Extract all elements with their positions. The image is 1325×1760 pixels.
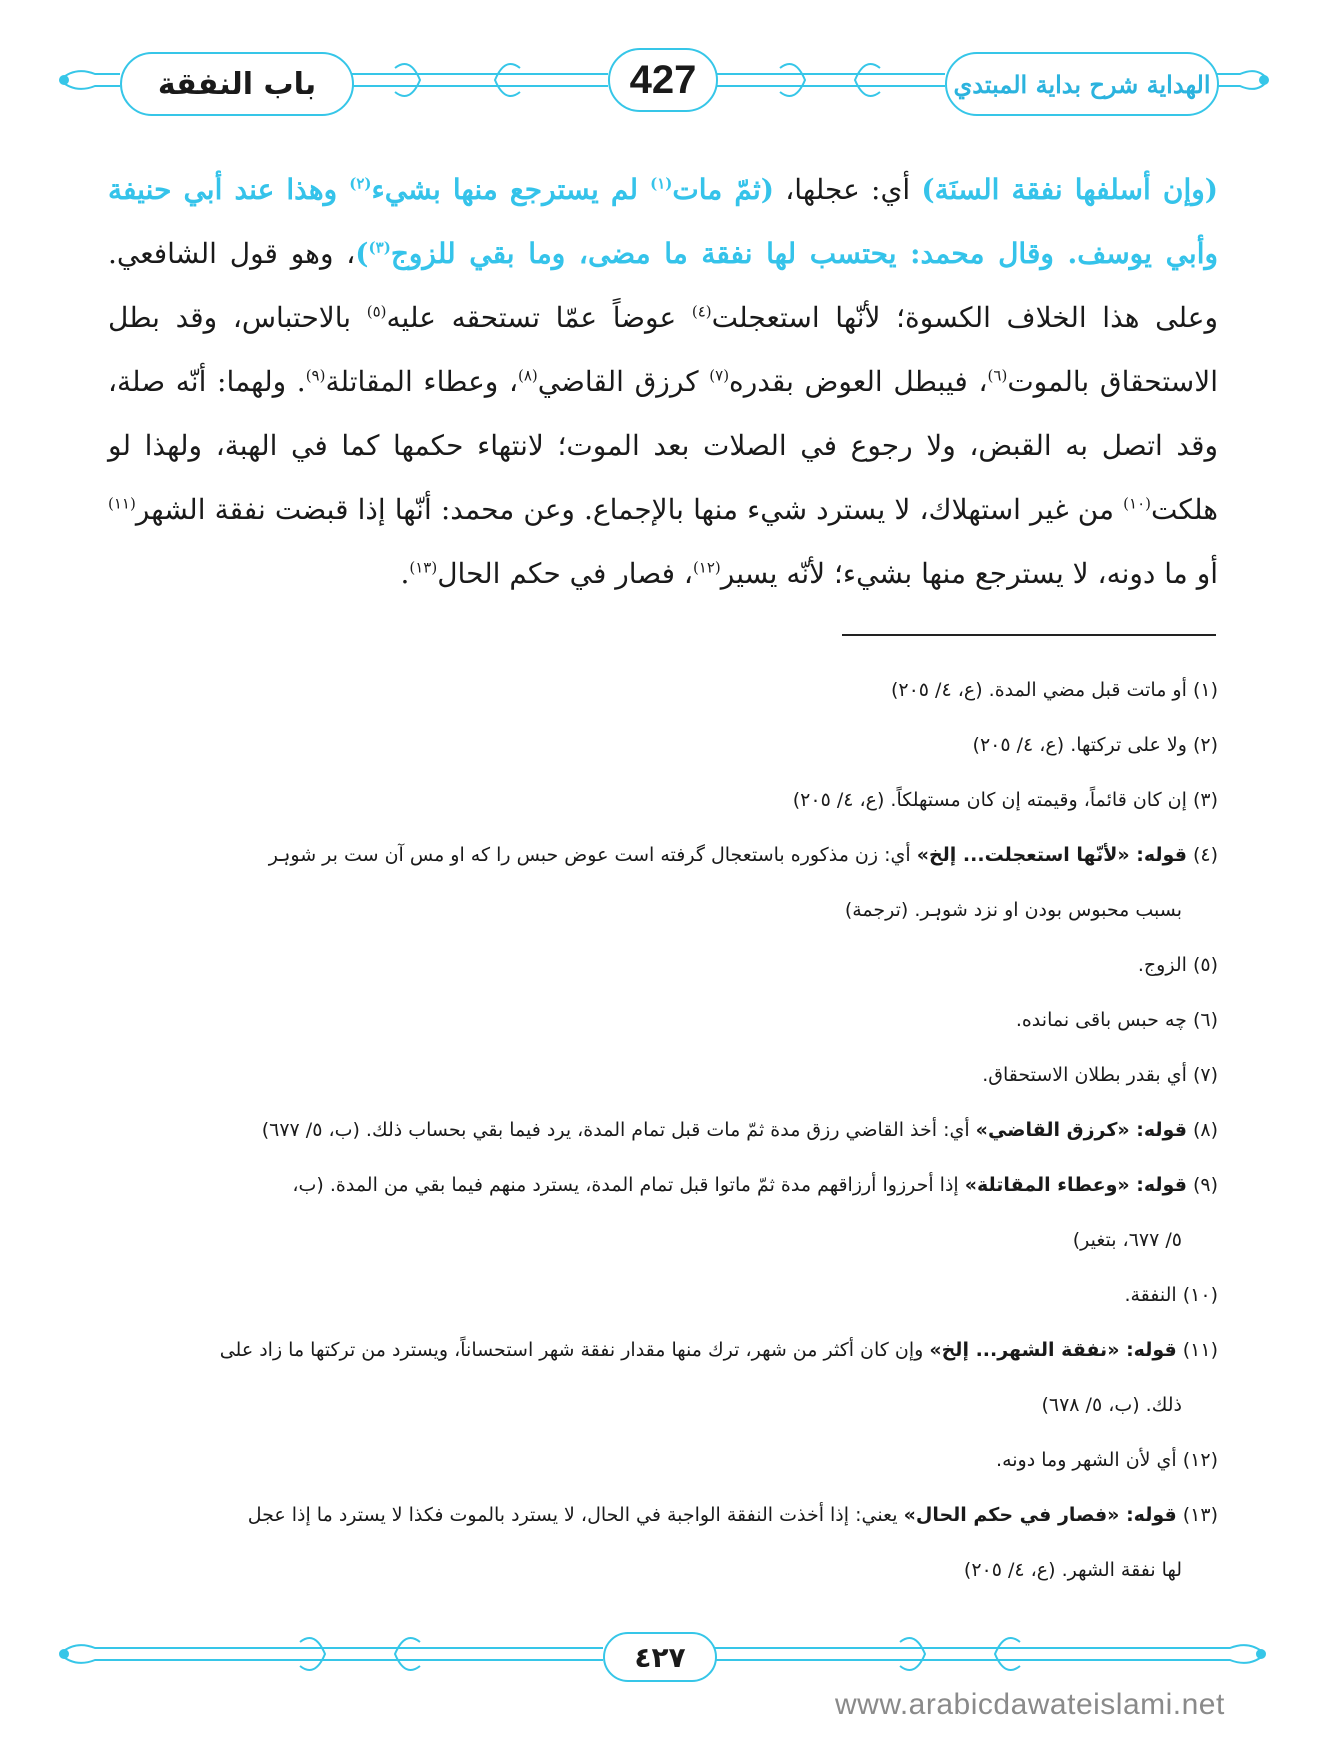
footnote	[88, 1323, 1218, 1378]
footnote-number: (١١)	[1182, 1339, 1218, 1361]
footnote-text: أي بقدر بطلان الاستحقاق.	[982, 1064, 1187, 1086]
footnote-number: (٦)	[1192, 1009, 1218, 1031]
footnote-ref: (٣)	[368, 238, 391, 257]
footnote-text: الزوج.	[1137, 954, 1187, 976]
footnote	[88, 1433, 1218, 1488]
footnote-ref: (٩)	[305, 366, 326, 385]
footnote-text: إن كان قائماً، وقيمته إن كان مستهلكاً. (ع، ٤/ ٢٠٥)	[792, 789, 1187, 811]
footnote-number: (٩)	[1192, 1174, 1218, 1196]
footnote-label: قوله: «كرزق القاضي»	[975, 1119, 1187, 1141]
footnote-ref: (٨)	[518, 366, 538, 385]
text-run: ، فيبطل العوض بقدره	[729, 365, 988, 398]
footnote-label: قوله: «وعطاء المقاتلة»	[964, 1174, 1187, 1196]
footnote-continuation: ٥/ ٦٧٧، بتغير)	[1072, 1229, 1182, 1251]
footnote	[88, 1048, 1218, 1103]
footnote-number: (١)	[1192, 679, 1218, 701]
footnote-ref: (٤)	[691, 302, 712, 321]
footnote-text: أي لأن الشهر وما دونه.	[996, 1449, 1177, 1471]
footnote-continuation: ذلك. (ب، ٥/ ٦٧٨)	[1041, 1394, 1182, 1416]
footnotes	[88, 663, 1218, 1598]
page-number: 427	[608, 48, 718, 112]
footnote-number: (١٢)	[1182, 1449, 1218, 1471]
book-title: الهداية شرح بداية المبتدي	[945, 52, 1219, 116]
footnote	[88, 718, 1218, 773]
footnote	[88, 1268, 1218, 1323]
footnote-text: إذا أحرزوا أرزاقهم مدة ثمّ ماتوا قبل تمام المدة، يسترد منهم فيما بقي من المدة. (ب،	[292, 1174, 959, 1196]
footnote-text: أي: أخذ القاضي رزق مدة ثمّ مات قبل تمام المدة، يرد فيما بقي بحساب ذلك. (ب، ٥/ ٦٧٧)	[261, 1119, 970, 1141]
text-run: عوضاً عمّا تستحقه عليه	[386, 301, 692, 334]
chapter-title: باب النفقة	[120, 52, 354, 116]
text-run: .	[400, 557, 410, 590]
text-run: (ثمّ مات	[672, 173, 775, 206]
footnote	[88, 1103, 1218, 1158]
footnote-continuation: بسبب محبوس بودن او نزد شوہر. (ترجمة)	[844, 899, 1182, 921]
text-run: وهذا عند أبي حنيفة وأبي يوسف. وقال محمد: يحتسب لها نفقة ما مضى، وما بقي للزوج	[108, 173, 1219, 270]
main-text	[108, 158, 1218, 606]
footnote-number: (٢)	[1192, 734, 1218, 756]
text-run: لم يسترجع منها بشيء	[371, 173, 651, 206]
footnote-ref: (١)	[650, 174, 673, 193]
footnote-text: وإن كان أكثر من شهر، ترك منها مقدار نفقة شهر استحساناً، ويسترد من تركتها ما زاد على	[219, 1339, 924, 1361]
footnote-ref: (١٣)	[409, 558, 438, 577]
footnote	[88, 663, 1218, 718]
text-run: بالاحتباس، وقد بطل الاستحقاق بالموت	[108, 301, 1218, 398]
footnote-ref: (٦)	[987, 366, 1008, 385]
text-run: ، وعطاء المقاتلة	[325, 365, 518, 398]
footnote-number: (١٣)	[1182, 1504, 1218, 1526]
footnote-ref: (١٢)	[692, 558, 721, 577]
text-run: )	[355, 237, 369, 270]
footnote-number: (٥)	[1192, 954, 1218, 976]
footnote	[88, 993, 1218, 1048]
main-paragraph	[108, 158, 1218, 606]
footnote-ref: (١٠)	[1123, 494, 1151, 513]
footnote-text: يعني: إذا أخذت النفقة الواجبة في الحال، لا يسترد بالموت فكذا لا يسترد ما إذا عجل	[247, 1504, 898, 1526]
text-run: من غير استهلاك، لا يسترد شيء منها بالإجماع. وعن محمد: أنّها إذا قبضت نفقة الشهر	[135, 493, 1124, 526]
footnote-continuation: لها نفقة الشهر. (ع، ٤/ ٢٠٥)	[963, 1559, 1182, 1581]
footnote-ref: (٧)	[709, 366, 730, 385]
footnote-number: (٧)	[1192, 1064, 1218, 1086]
text-run: ، فصار في حكم الحال	[437, 557, 693, 590]
footnote	[88, 938, 1218, 993]
text-run: كرزق القاضي	[537, 365, 710, 398]
footnote	[88, 773, 1218, 828]
footnote-divider	[842, 634, 1216, 636]
footnote-text: أو ماتت قبل مضي المدة. (ع، ٤/ ٢٠٥)	[890, 679, 1187, 701]
footnote-label: قوله: «لأنّها استعجلت... إلخ»	[916, 844, 1187, 866]
footnote-number: (٤)	[1192, 844, 1218, 866]
footnote-label: قوله: «نفقة الشهر... إلخ»	[929, 1339, 1177, 1361]
footnote-number: (١٠)	[1182, 1284, 1218, 1306]
website-url: www.arabicdawateislami.net	[835, 1688, 1225, 1721]
text-run: . ولهما: أنّه صلة، وقد اتصل به القبض، ولا رجوع في الصلات بعد الموت؛ لانتهاء حكمها كما في الهبة، ولهذا لو هلكت	[108, 365, 1218, 526]
footnote-text: أي: زن مذكوره باستعجال گرفته است عوض حبس را كه او مس آن ست بر شوہر	[268, 844, 911, 866]
footnote-text: چه حبس باقى نمانده.	[1015, 1009, 1187, 1031]
text-run: (وإن أسلفها نفقة السنَة)	[921, 173, 1218, 206]
footnote-text: النفقة.	[1124, 1284, 1177, 1306]
footer-page-number: ٤٢٧	[603, 1632, 717, 1682]
footnote-ref: (١١)	[108, 494, 136, 513]
footnote-number: (٨)	[1192, 1119, 1218, 1141]
footnote	[88, 1488, 1218, 1543]
text-run: أو ما دونه، لا يسترجع منها بشيء؛ لأنّه يسير	[720, 557, 1218, 590]
footnote	[88, 828, 1218, 883]
footnote-number: (٣)	[1192, 789, 1218, 811]
footnote	[88, 1158, 1218, 1213]
footnote-text: ولا على تركتها. (ع، ٤/ ٢٠٥)	[972, 734, 1187, 756]
page-header	[0, 0, 1325, 140]
text-run: أي: عجلها،	[774, 173, 922, 206]
text-run: ، وهو قول الشافعي. وعلى هذا الخلاف الكسوة؛ لأنّها استعجلت	[108, 237, 1218, 334]
footnote-ref: (٢)	[349, 174, 372, 193]
footnote-ref: (٥)	[366, 302, 387, 321]
footnote-label: قوله: «فصار في حكم الحال»	[903, 1504, 1177, 1526]
